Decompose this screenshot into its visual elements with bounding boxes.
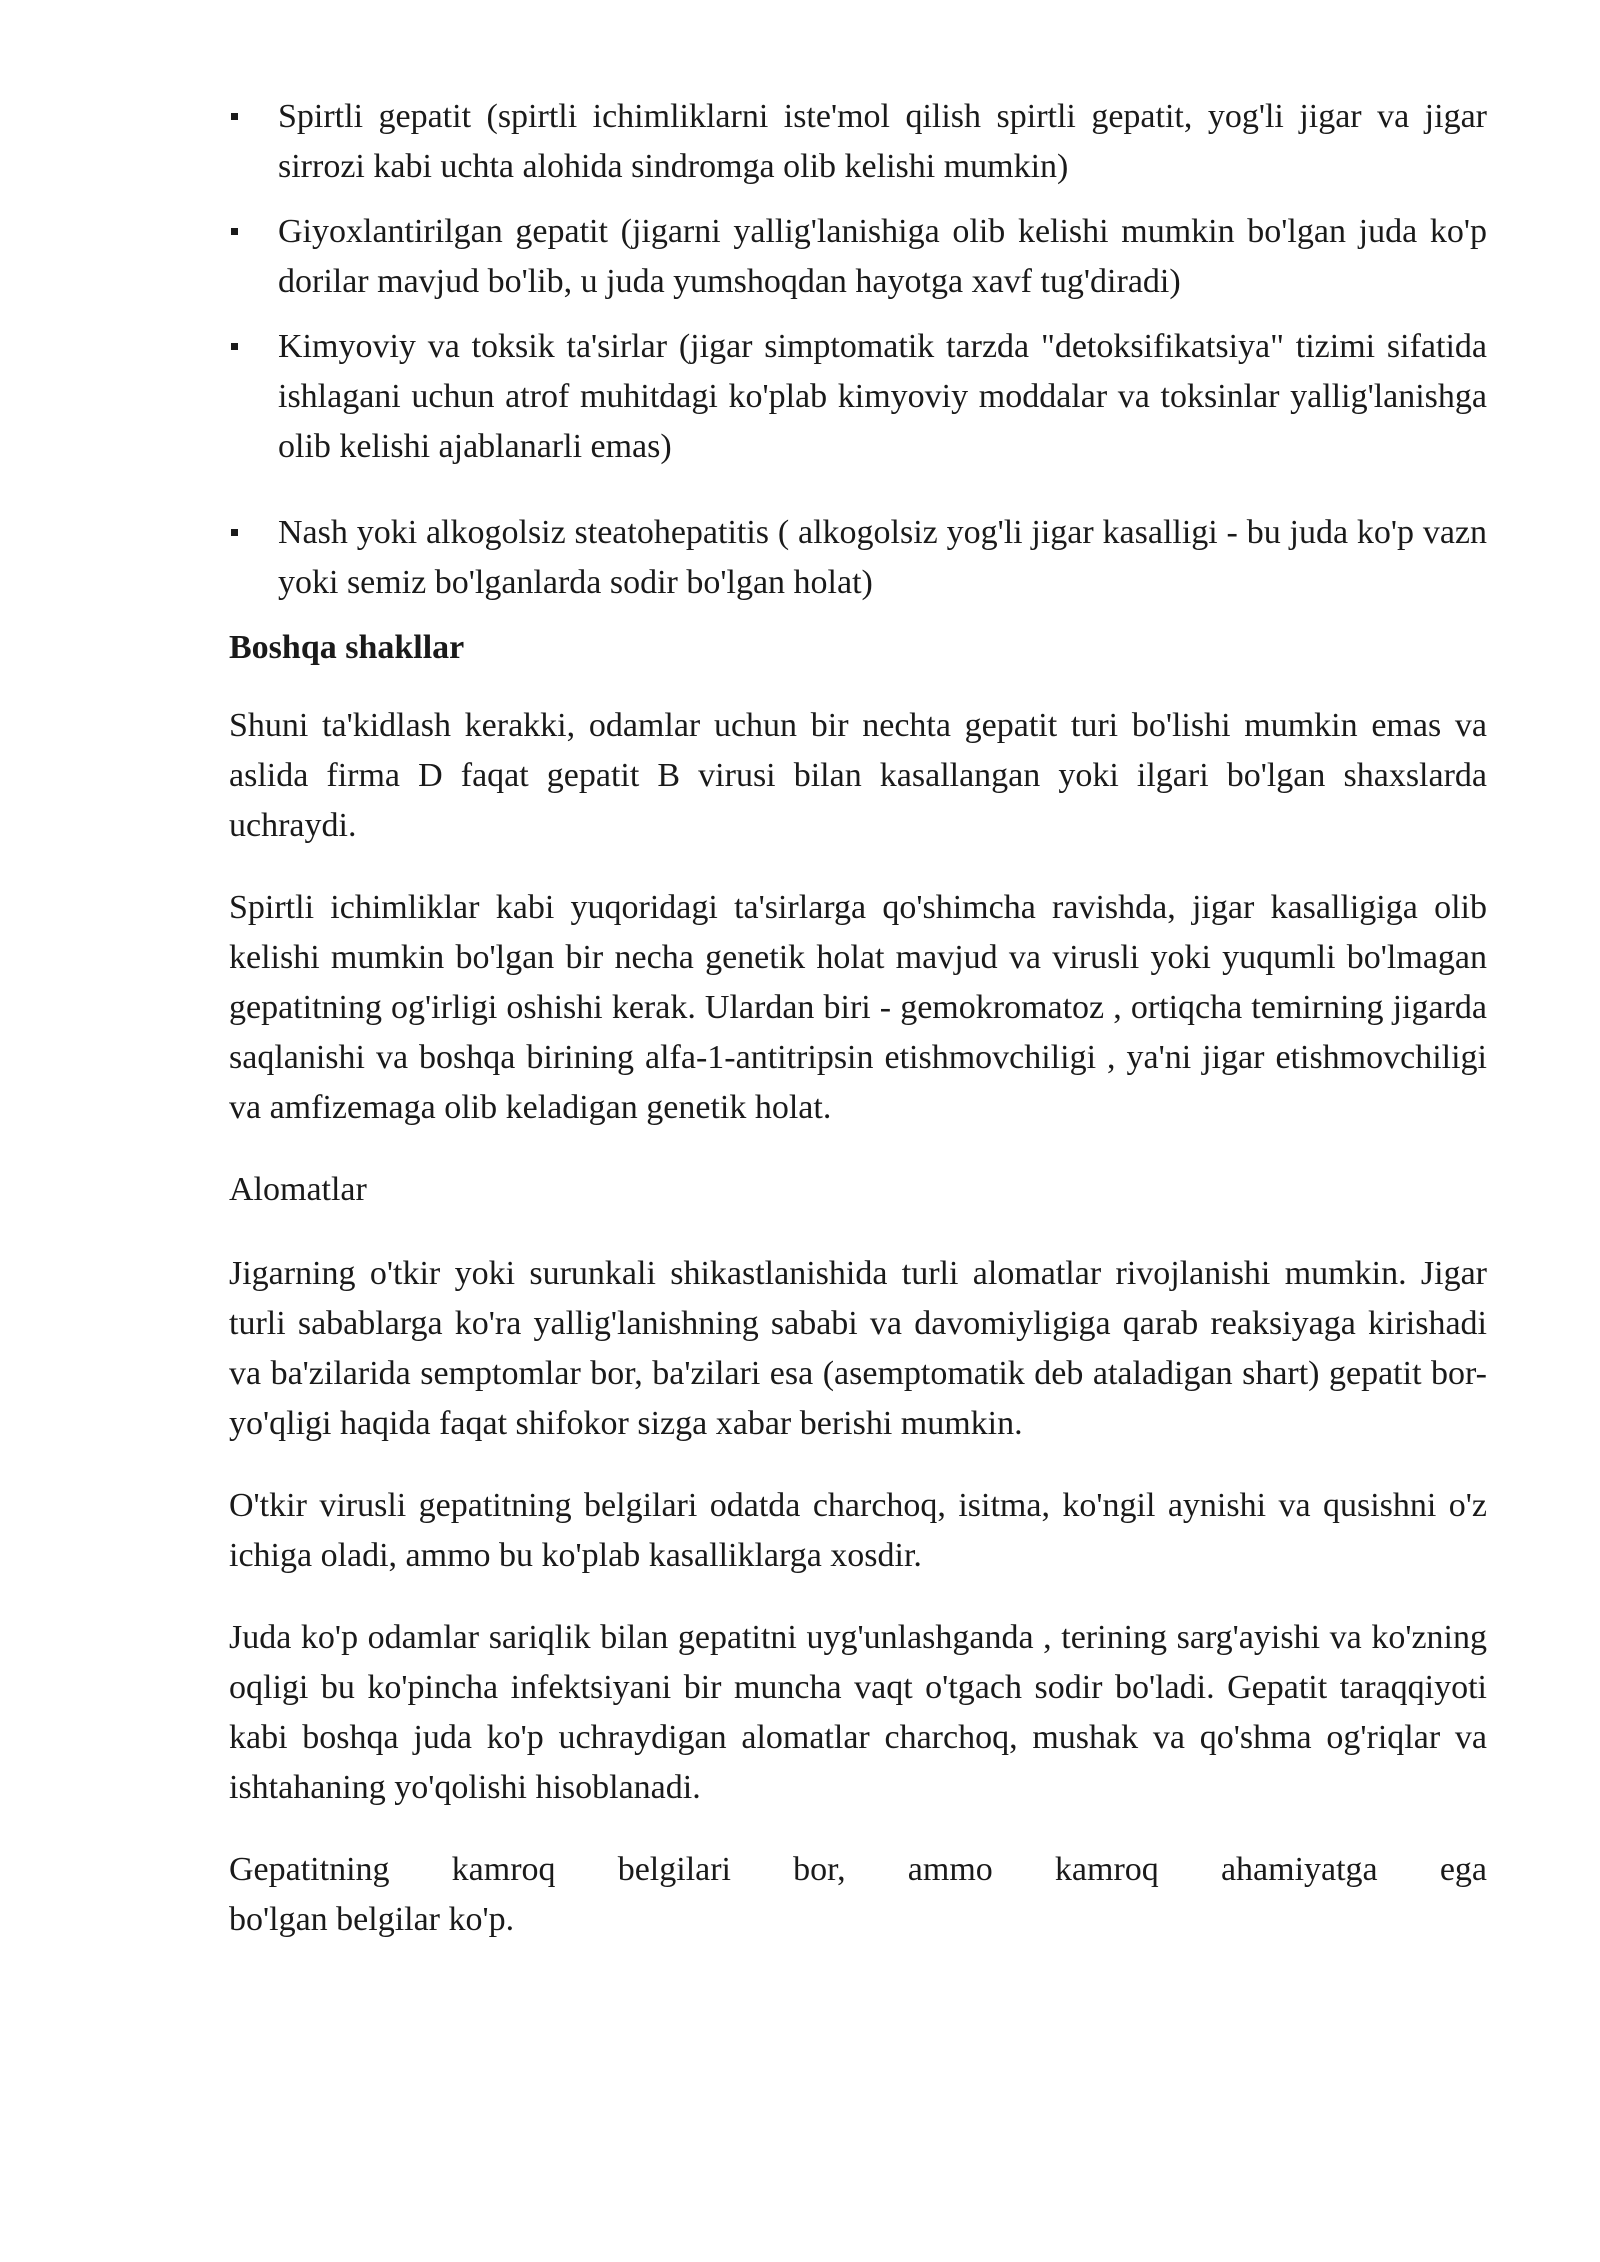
document-page [229, 92, 1487, 1977]
last-paragraph-line-2: bo'lgan belgilar ko'p. [229, 1901, 515, 1938]
subheading: Alomatlar [229, 1171, 367, 1208]
square-bullet-icon [231, 343, 238, 350]
square-bullet-icon [231, 113, 238, 120]
bullet-list [229, 92, 1487, 608]
section-heading: Boshqa shakllar [229, 629, 465, 666]
list-item [229, 322, 1487, 472]
paragraph: O'tkir virusli gepatitning belgilari odatda charchoq, isitma, ko'ngil aynishi va qusishni o'z ichiga oladi, ammo bu ko'plab kasalliklarga xosdir. [229, 1487, 1487, 1574]
paragraph: Spirtli ichimliklar kabi yuqoridagi ta'sirlarga qo'shimcha ravishda, jigar kasalligiga olib kelishi mumkin bo'lgan bir necha genetik holat mavjud va virusli yoki yuqumli bo'lmagan gepatitning og'irligi oshishi kerak. Ulardan biri - gemokromatoz , ortiqcha temirning jigarda saqlanishi va boshqa birining alfa-1-antitripsin etishmovchiligi , ya'ni jigar etishmovchiligi va amfizemaga olib keladigan genetik holat. [229, 889, 1487, 1126]
list-item-text: Giyoxlantirilgan gepatit (jigarni yallig'lanishiga olib kelishi mumkin bo'lgan juda ko'p dorilar mavjud bo'lib, u juda yumshoqdan hayotga xavf tug'diradi) [278, 213, 1487, 300]
list-item [229, 207, 1487, 307]
list-item [229, 92, 1487, 192]
last-paragraph [229, 1845, 1487, 1945]
last-paragraph-line-1: Gepatitning kamroq belgilari bor, ammo kamroq ahamiyatga ega [229, 1851, 1487, 1888]
paragraph: Shuni ta'kidlash kerakki, odamlar uchun bir nechta gepatit turi bo'lishi mumkin emas va aslida firma D faqat gepatit B virusi bilan kasallangan yoki ilgari bo'lgan shaxslarda uchraydi. [229, 707, 1487, 844]
list-item-text: Kimyoviy va toksik ta'sirlar (jigar simptomatik tarzda "detoksifikatsiya" tizimi sifatida ishlagani uchun atrof muhitdagi ko'plab kimyoviy moddalar va toksinlar yallig'lanishga olib kelishi ajablanarli emas) [278, 328, 1487, 465]
square-bullet-icon [231, 228, 238, 235]
list-item [229, 508, 1487, 608]
square-bullet-icon [231, 529, 238, 536]
list-item-text: Spirtli gepatit (spirtli ichimliklarni iste'mol qilish spirtli gepatit, yog'li jigar va jigar sirrozi kabi uchta alohida sindromga olib kelishi mumkin) [278, 98, 1487, 185]
paragraph: Jigarning o'tkir yoki surunkali shikastlanishida turli alomatlar rivojlanishi mumkin. Jigar turli sabablarga ko'ra yallig'lanishning sababi va davomiyligiga qarab reaksiyaga kirishadi va ba'zilarida semptomlar bor, ba'zilari esa (asemptomatik deb ataladigan shart) gepatit bor-yo'qligi haqida faqat shifokor sizga xabar berishi mumkin. [229, 1255, 1487, 1442]
paragraph: Juda ko'p odamlar sariqlik bilan gepatitni uyg'unlashganda , terining sarg'ayishi va ko'zning oqligi bu ko'pincha infektsiyani bir muncha vaqt o'tgach sodir bo'ladi. Gepatit taraqqiyoti kabi boshqa juda ko'p uchraydigan alomatlar charchoq, mushak va qo'shma og'riqlar va ishtahaning yo'qolishi hisoblanadi. [229, 1619, 1487, 1806]
list-item-text: Nash yoki alkogolsiz steatohepatitis ( alkogolsiz yog'li jigar kasalligi - bu juda ko'p vazn yoki semiz bo'lganlarda sodir bo'lgan holat) [278, 514, 1487, 601]
